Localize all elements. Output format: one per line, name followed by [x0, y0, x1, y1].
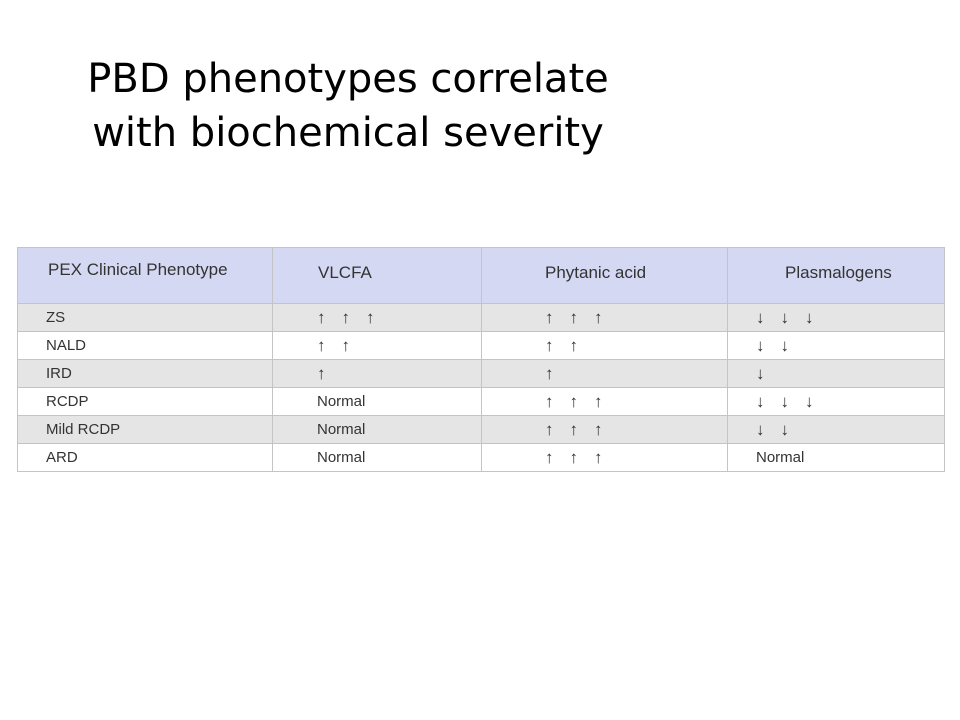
plasmalogens-cell — [728, 416, 945, 444]
arrow-down-icon: ↓ — [805, 391, 814, 411]
vlcfa-cell: Normal — [273, 416, 482, 444]
plasmalogens-cell — [728, 304, 945, 332]
phenotype-cell: ARD — [18, 444, 273, 472]
table-row — [18, 444, 945, 472]
phytanic-acid-cell — [482, 304, 728, 332]
column-header-phytanic-acid: Phytanic acid — [482, 248, 728, 304]
arrow-up-icon: ↑ — [569, 419, 578, 439]
phytanic-acid-cell — [482, 416, 728, 444]
column-header-vlcfa: VLCFA — [273, 248, 482, 304]
vlcfa-cell — [273, 332, 482, 360]
phenotype-cell: Mild RCDP — [18, 416, 273, 444]
arrow-up-icon: ↑ — [594, 419, 603, 439]
arrow-up-icon: ↑ — [545, 391, 554, 411]
phenotype-cell: NALD — [18, 332, 273, 360]
table-row — [18, 332, 945, 360]
plasmalogens-cell — [728, 332, 945, 360]
arrow-up-icon: ↑ — [545, 419, 554, 439]
arrow-up-icon: ↑ — [594, 447, 603, 467]
arrow-up-icon: ↑ — [545, 335, 554, 355]
vlcfa-cell: Normal — [273, 388, 482, 416]
plasmalogens-cell — [728, 388, 945, 416]
column-header-phenotype: PEX Clinical Phenotype — [18, 248, 273, 304]
arrow-up-icon: ↑ — [569, 307, 578, 327]
arrow-up-icon: ↑ — [594, 391, 603, 411]
arrow-up-icon: ↑ — [317, 363, 326, 383]
arrow-up-icon: ↑ — [545, 307, 554, 327]
slide-title-line-1: PBD phenotypes correlate — [87, 56, 609, 102]
arrow-up-icon: ↑ — [545, 447, 554, 467]
arrow-down-icon: ↓ — [756, 363, 765, 383]
arrow-up-icon: ↑ — [594, 307, 603, 327]
arrow-down-icon: ↓ — [780, 419, 789, 439]
column-header-plasmalogens: Plasmalogens — [728, 248, 945, 304]
arrow-down-icon: ↓ — [780, 335, 789, 355]
arrow-up-icon: ↑ — [569, 391, 578, 411]
phytanic-acid-cell — [482, 332, 728, 360]
phytanic-acid-cell — [482, 444, 728, 472]
plasmalogens-cell: Normal — [728, 444, 945, 472]
arrow-down-icon: ↓ — [805, 307, 814, 327]
arrow-down-icon: ↓ — [756, 307, 765, 327]
vlcfa-cell — [273, 360, 482, 388]
arrow-up-icon: ↑ — [317, 307, 326, 327]
phenotype-table — [17, 247, 945, 472]
plasmalogens-cell — [728, 360, 945, 388]
arrow-down-icon: ↓ — [756, 419, 765, 439]
arrow-down-icon: ↓ — [756, 391, 765, 411]
table-row — [18, 416, 945, 444]
table-row — [18, 360, 945, 388]
slide-title — [0, 52, 696, 160]
arrow-up-icon: ↑ — [341, 335, 350, 355]
arrow-up-icon: ↑ — [569, 335, 578, 355]
table-row — [18, 388, 945, 416]
table-body — [18, 304, 945, 472]
phenotype-cell: IRD — [18, 360, 273, 388]
table-header-row — [18, 248, 945, 304]
phenotype-cell: RCDP — [18, 388, 273, 416]
arrow-down-icon: ↓ — [780, 307, 789, 327]
arrow-up-icon: ↑ — [341, 307, 350, 327]
arrow-up-icon: ↑ — [545, 363, 554, 383]
phenotype-cell: ZS — [18, 304, 273, 332]
arrow-up-icon: ↑ — [317, 335, 326, 355]
slide-title-line-2: with biochemical severity — [92, 110, 604, 156]
arrow-down-icon: ↓ — [756, 335, 765, 355]
arrow-down-icon: ↓ — [780, 391, 789, 411]
arrow-up-icon: ↑ — [569, 447, 578, 467]
vlcfa-cell: Normal — [273, 444, 482, 472]
phytanic-acid-cell — [482, 360, 728, 388]
phytanic-acid-cell — [482, 388, 728, 416]
table-row — [18, 304, 945, 332]
arrow-up-icon: ↑ — [366, 307, 375, 327]
vlcfa-cell — [273, 304, 482, 332]
